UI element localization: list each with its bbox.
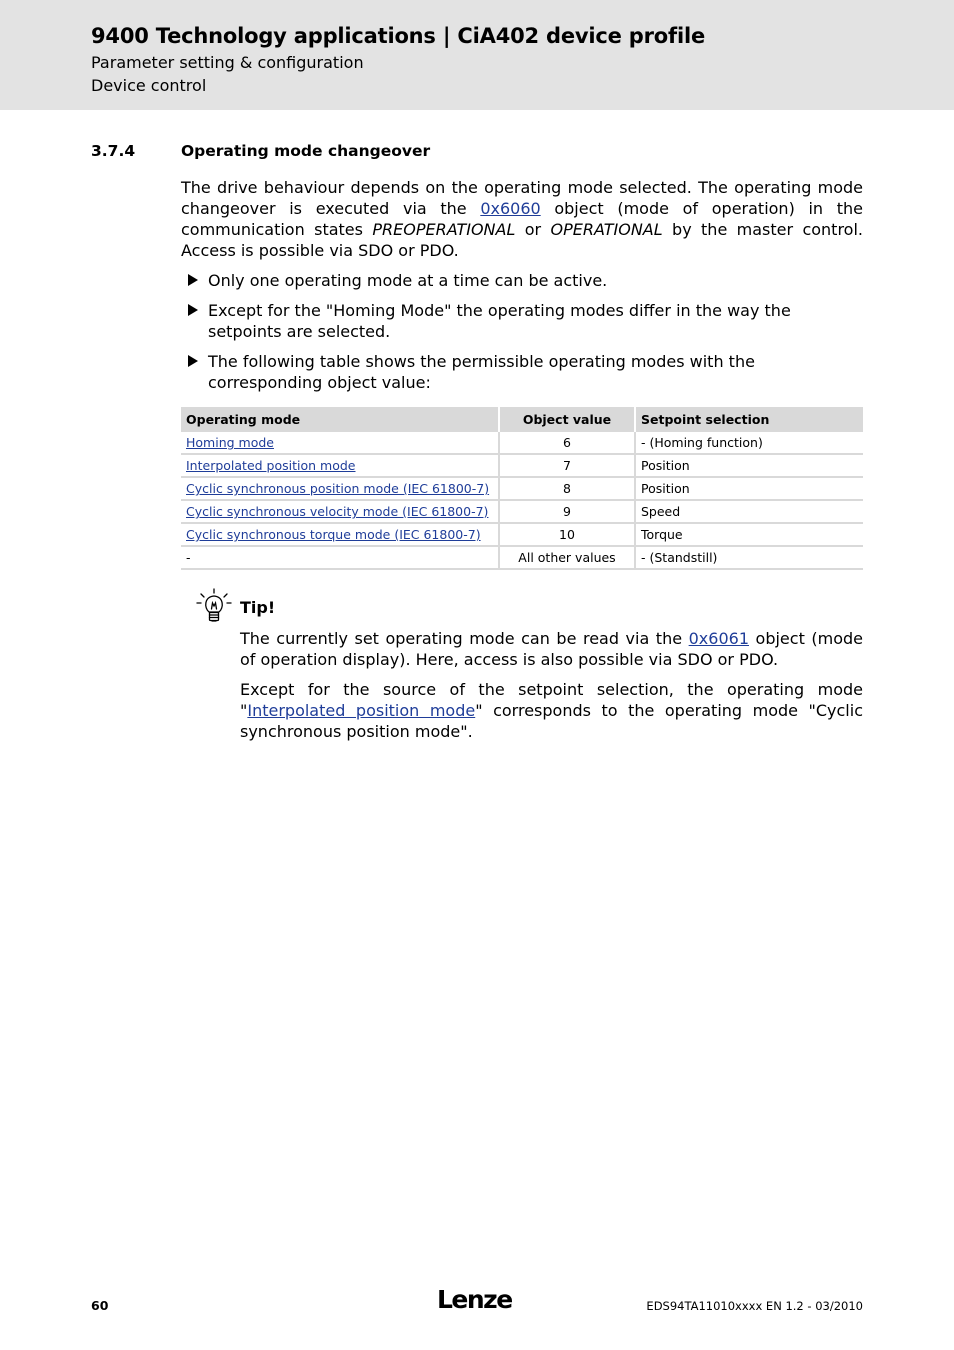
object-value-cell: 9 [499, 500, 635, 523]
object-value-cell: 6 [499, 432, 635, 454]
homing-mode-link[interactable]: Homing mode [186, 435, 274, 450]
setpoint-cell: Torque [635, 523, 863, 546]
intro-block [181, 177, 863, 261]
table-row [181, 477, 863, 500]
bullet-item: Only one operating mode at a time can be active. [181, 270, 863, 291]
interpolated-position-mode-link[interactable]: Interpolated position mode [247, 701, 476, 720]
bullet-list [181, 270, 863, 291]
cyclic-position-mode-link[interactable]: Cyclic synchronous position mode (IEC 61800-7) [186, 481, 490, 496]
page-header [0, 0, 954, 110]
object-value-cell: 10 [499, 523, 635, 546]
bullet-arrow-icon [188, 274, 198, 286]
setpoint-cell: Position [635, 477, 863, 500]
interpolated-position-mode-link[interactable]: Interpolated position mode [186, 458, 356, 473]
intro-paragraph: The drive behaviour depends on the operating mode selected. The operating mode changeover is executed via the 0x6060 object (mode of operation) in the communication states PREOPERATIONAL or OPERATIONAL by the master control. Access is possible via SDO or PDO. [181, 178, 864, 260]
tip-body [240, 628, 863, 742]
tip-label: Tip! [240, 598, 276, 617]
bullet-item: Except for the "Homing Mode" the operating modes differ in the way the setpoints are selected. [181, 300, 863, 342]
tip-paragraph: Except for the source of the setpoint selection, the operating mode "Interpolated position mode" corresponds to the operating mode "Cyclic synchronous position mode". [240, 680, 863, 741]
cyclic-torque-mode-link[interactable]: Cyclic synchronous torque mode (IEC 61800-7) [186, 527, 481, 542]
lenze-logo: Lenze [437, 1285, 512, 1314]
table-row [181, 432, 863, 454]
column-header: Operating mode [181, 407, 499, 432]
table-row [181, 454, 863, 477]
page-number: 60 [91, 1298, 109, 1313]
document-title: 9400 Technology applications | CiA402 device profile [91, 24, 705, 48]
setpoint-cell: Speed [635, 500, 863, 523]
section-number: 3.7.4 [91, 142, 136, 160]
lightbulb-icon [196, 588, 232, 628]
document-id: EDS94TA11010xxxx EN 1.2 - 03/2010 [646, 1299, 863, 1313]
bullet-arrow-icon [188, 355, 198, 367]
column-header: Setpoint selection [635, 407, 863, 432]
object-0x6060-link[interactable]: 0x6060 [480, 199, 541, 218]
column-header: Object value [499, 407, 635, 432]
section-title: Device control [91, 76, 207, 95]
section-heading: Operating mode changeover [181, 142, 431, 160]
bullet-list [181, 351, 863, 393]
tip-paragraph: The currently set operating mode can be read via the 0x6061 object (mode of operation display). Here, access is also possible via SDO or PDO. [240, 629, 864, 669]
chapter-title: Parameter setting & configuration [91, 53, 364, 72]
bullet-list [181, 300, 863, 342]
table-row [181, 500, 863, 523]
object-value-cell: 7 [499, 454, 635, 477]
setpoint-cell: - (Standstill) [635, 546, 863, 569]
object-value-cell: All other values [499, 546, 635, 569]
operating-mode-cell: - [181, 546, 499, 569]
table-row [181, 546, 863, 569]
object-value-cell: 8 [499, 477, 635, 500]
object-0x6061-link[interactable]: 0x6061 [688, 629, 749, 648]
table-row [181, 523, 863, 546]
operating-modes-table [181, 407, 863, 570]
bullet-arrow-icon [188, 304, 198, 316]
table-header-row [181, 407, 863, 432]
setpoint-cell: Position [635, 454, 863, 477]
cyclic-velocity-mode-link[interactable]: Cyclic synchronous velocity mode (IEC 61800-7) [186, 504, 489, 519]
bullet-item: The following table shows the permissible operating modes with the corresponding object value: [181, 351, 863, 393]
setpoint-cell: - (Homing function) [635, 432, 863, 454]
